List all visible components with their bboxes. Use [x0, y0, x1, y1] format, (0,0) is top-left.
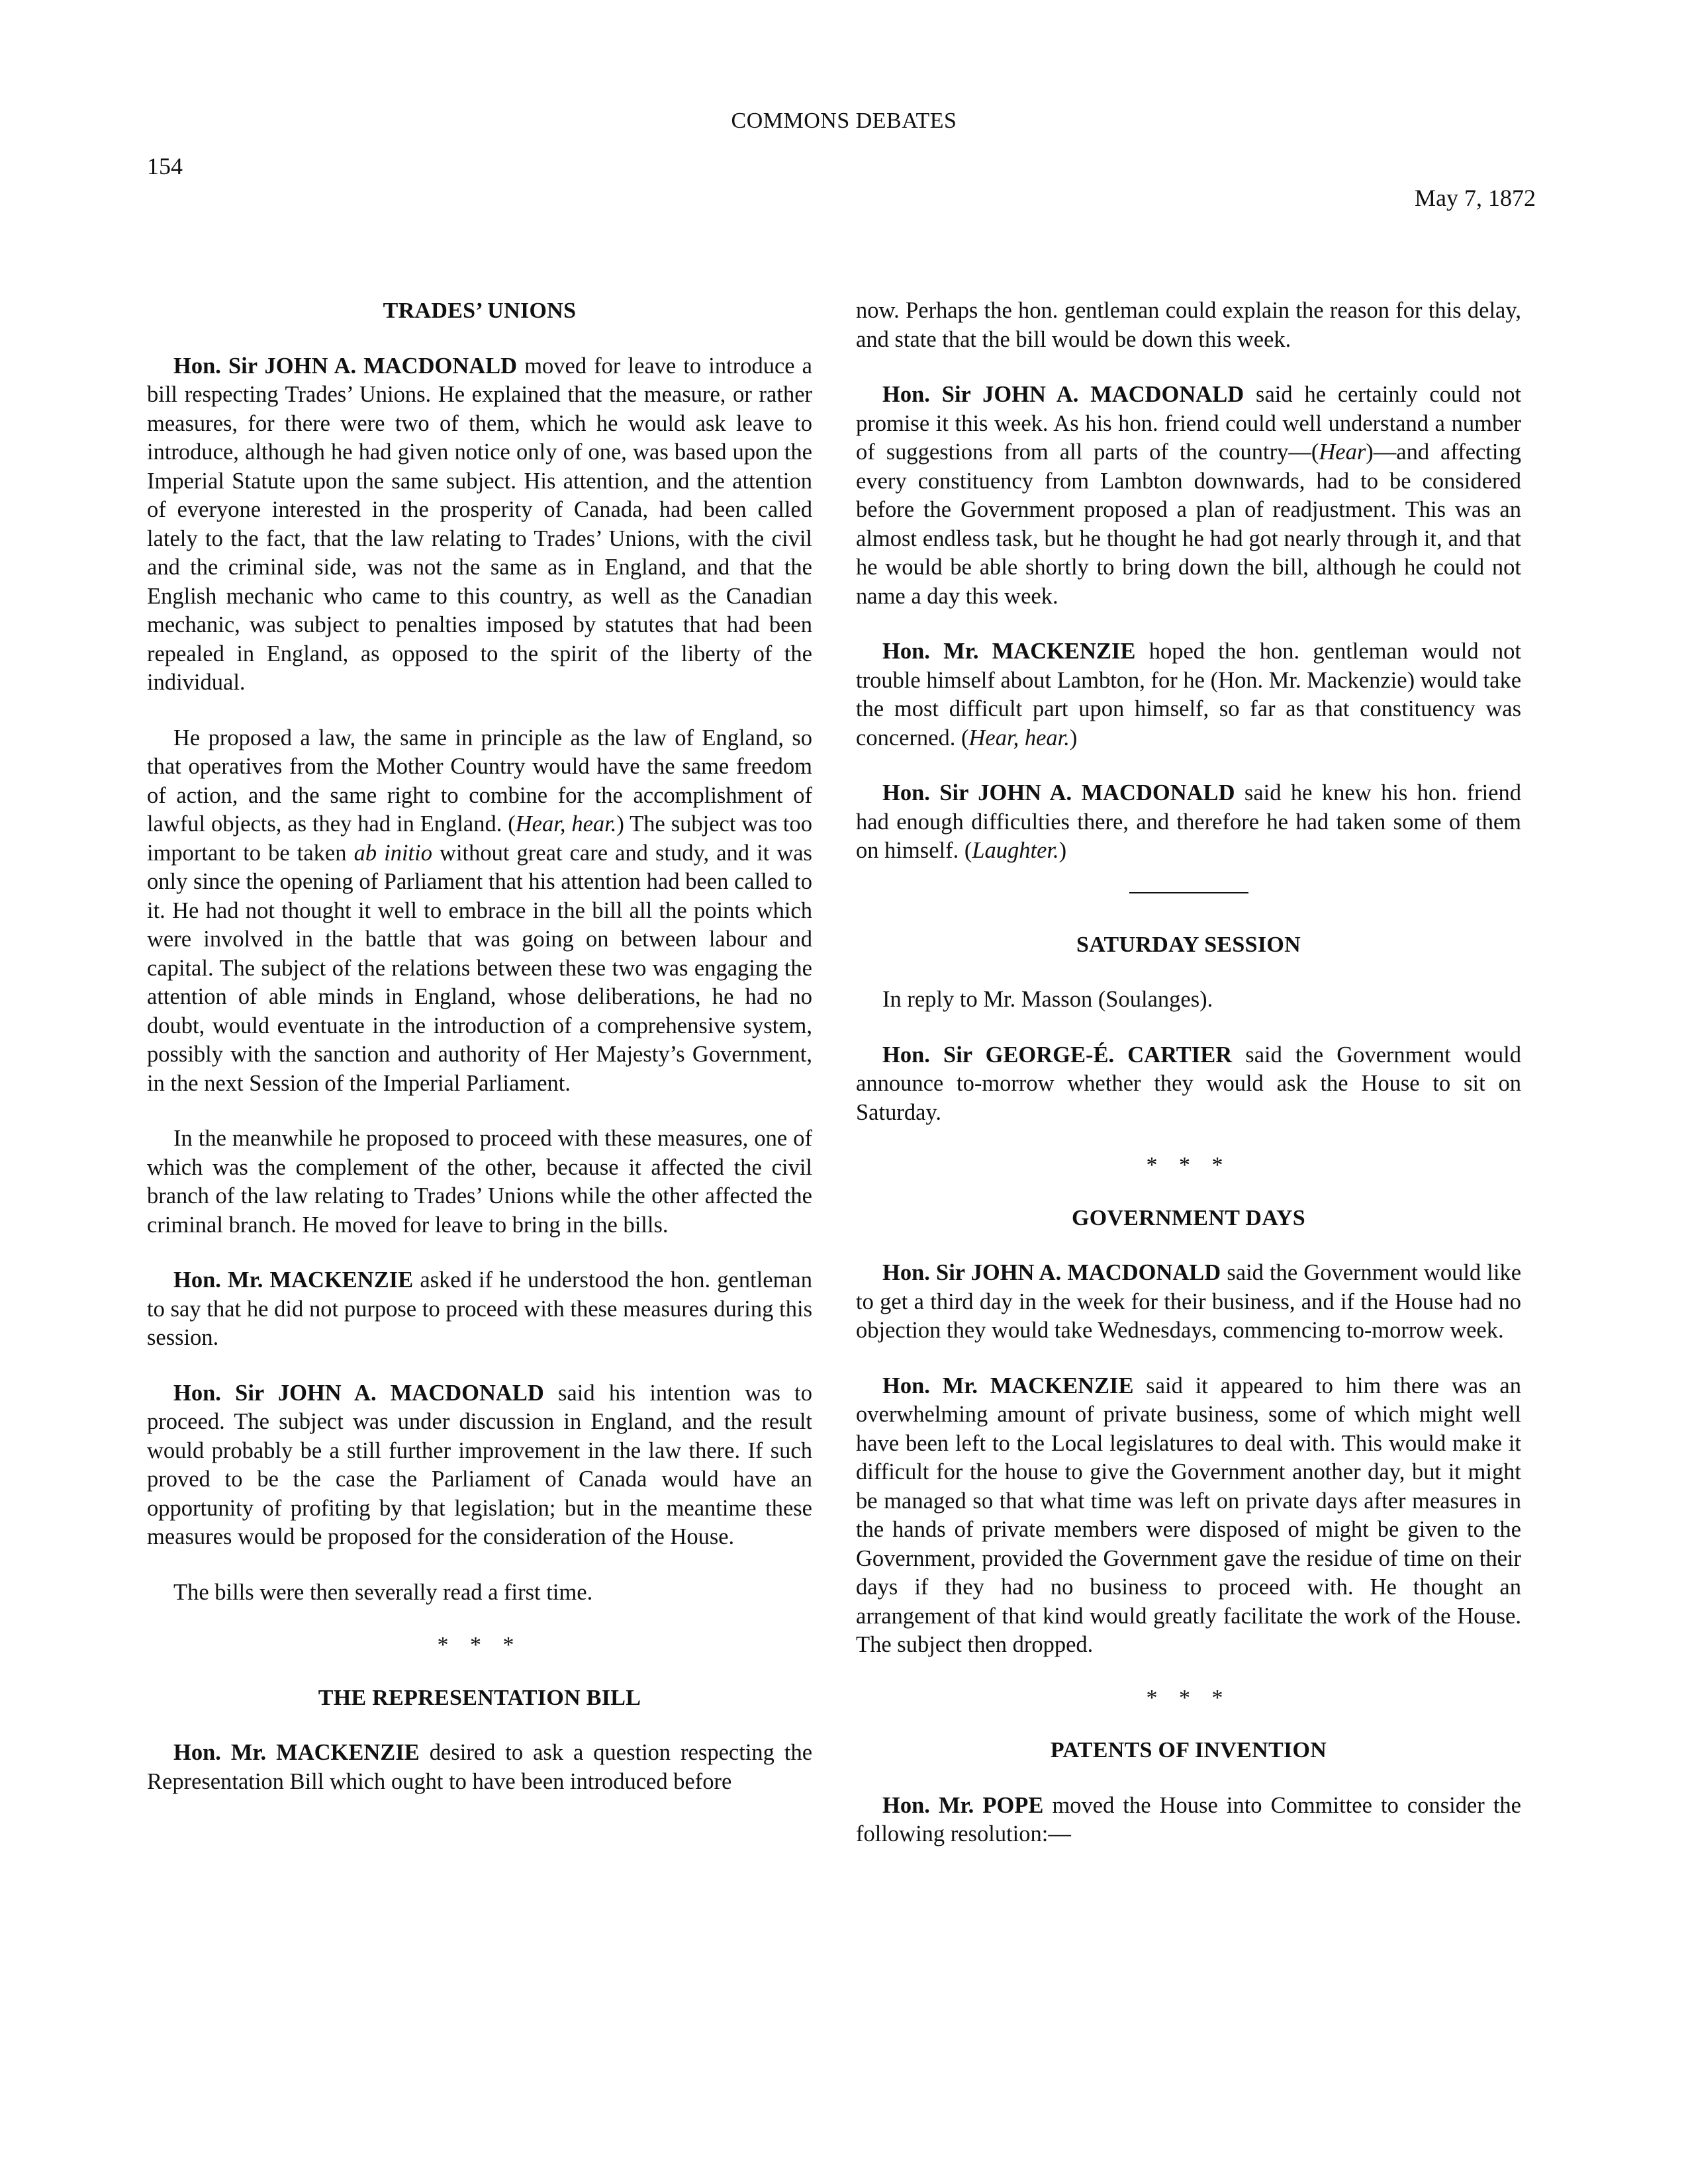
- section-divider-rule: [1129, 892, 1248, 893]
- italic-text: Hear, hear.: [968, 725, 1070, 751]
- paragraph-text: said his intention was to proceed. The subject was under discussion in England, and the result would probably be a still further improvement in the law there. If such proved to be the case the Parliament of Canada would have an opportunity of profiting by that legislation; but in the meantime these measures would be proposed for the consideration of the House.: [147, 1380, 812, 1549]
- paragraph-text: now. Perhaps the hon. gentleman could explain the reason for this delay, and state that the bill would be down this week.: [856, 298, 1521, 352]
- paragraph: [147, 1124, 812, 1240]
- running-head: COMMONS DEBATES: [731, 109, 957, 133]
- speaker-name: Hon. Sir JOHN A. MACDONALD: [173, 353, 518, 379]
- speaker-name: Hon. Mr. MACKENZIE: [173, 1740, 420, 1765]
- italic-text: Laughter.: [972, 838, 1059, 863]
- paragraph-text: The bills were then severally read a first time.: [173, 1579, 593, 1605]
- paragraph: [856, 1041, 1521, 1128]
- paragraph-text: said it appeared to him there was an overwhelming amount of private business, some of which might well have been left to the Local legislatures to deal with. This would make it difficult for the house to give the Government another day, but it might be managed so that what time was left on private days after measures in the hands of private members were disposed of might be given to the Government, provided the Government gave the residue of time on their days if they had no business to proceed with. He thought an arrangement of that kind would greatly facilitate the work of the House. The subject then dropped.: [856, 1373, 1521, 1657]
- paragraph-text: desired to ask a question respecting the Representation Bill which ought to have been introduced before: [147, 1740, 813, 1794]
- section-heading-representation-bill: THE REPRESENTATION BILL: [318, 1685, 641, 1710]
- section-heading-trades-unions: TRADES’ UNIONS: [383, 298, 577, 323]
- speaker-name: Hon. Sir JOHN A. MACDONALD: [882, 1260, 1221, 1285]
- speaker-name: Hon. Mr. MACKENZIE: [882, 639, 1136, 664]
- paragraph-text: said the Government would like to get a third day in the week for their business, and if the House had no objection they would take Wednesdays, commencing to-morrow week.: [856, 1260, 1522, 1343]
- paragraph-text: said the Government would announce to-morrow whether they would ask the House to sit on Saturday.: [856, 1042, 1522, 1125]
- paragraph: [147, 724, 812, 1099]
- paragraph-text: In reply to Mr. Masson (Soulanges).: [882, 987, 1213, 1012]
- paragraph: [856, 381, 1521, 611]
- italic-text: Hear: [1319, 439, 1366, 465]
- paragraph-text: In the meanwhile he proposed to proceed with these measures, one of which was the complement of the other, because it affected the civil branch of the law relating to Trades’ Unions while the other affected the criminal branch. He moved for leave to bring in the bills.: [147, 1126, 812, 1238]
- left-column: [147, 296, 812, 1823]
- paragraph-text: said he certainly could not promise it this week. As his hon. friend could well understand a number of suggestions from all parts of the country—(: [856, 382, 1521, 465]
- paragraph: [856, 1259, 1521, 1345]
- paragraph-text: said he knew his hon. friend had enough difficulties there, and therefore he had taken some of them on himself. (: [856, 780, 1521, 863]
- section-heading-government-days: GOVERNMENT DAYS: [1071, 1205, 1306, 1230]
- paragraph: [147, 352, 812, 698]
- italic-text: Hear, hear.: [515, 811, 617, 837]
- page-number: 154: [147, 153, 183, 179]
- paragraph-text: ): [1069, 725, 1078, 751]
- paragraph: [856, 637, 1521, 752]
- speaker-name: Hon. Sir JOHN A. MACDONALD: [882, 382, 1244, 407]
- paragraph-text: without great care and study, and it was only since the opening of Parliament that his attention had been called to it. He had not thought it well to embrace in the bill all the points which were involved in the battle that was going on between labour and capital. The subject of the relations between these two was engaging the attention of able minds in England, whose deliberations, he had no doubt, would eventuate in the introduction of a comprehensive system, possibly with the sanction and authority of Her Majesty’s Government, in the next Session of the Imperial Parliament.: [147, 840, 812, 1096]
- paragraph-text: hoped the hon. gentleman would not trouble himself about Lambton, for he (Hon. Mr. Mackenzie) would take the most difficult part upon himself, so far as that constituency was concerned. (: [856, 639, 1522, 751]
- section-separator-stars: * * *: [1146, 1685, 1231, 1710]
- paragraph-text: ): [1058, 838, 1067, 863]
- speaker-name: Hon. Mr. MACKENZIE: [173, 1267, 414, 1293]
- paragraph: [147, 1578, 812, 1608]
- speaker-name: Hon. Mr. POPE: [882, 1792, 1044, 1818]
- paragraph-text: moved the House into Committee to consider the following resolution:—: [856, 1792, 1521, 1846]
- paragraph-text: )—and affecting every constituency from Lambton downwards, had to be considered before the Government proposed a plan of readjustment. This was an almost endless task, but he thought he had got nearly through it, and that he would be able shortly to bring down the bill, although he could not name a day this week.: [856, 439, 1522, 609]
- paragraph: [147, 1379, 812, 1552]
- section-heading-patents-of-invention: PATENTS OF INVENTION: [1050, 1738, 1327, 1762]
- paragraph: [147, 1739, 812, 1796]
- paragraph: [856, 1372, 1521, 1660]
- paragraph-continuation: [856, 296, 1521, 354]
- speaker-name: Hon. Sir GEORGE-É. CARTIER: [882, 1042, 1233, 1068]
- paragraph: [147, 1266, 812, 1353]
- speaker-name: Hon. Sir JOHN A. MACDONALD: [882, 780, 1235, 805]
- speaker-name: Hon. Sir JOHN A. MACDONALD: [173, 1380, 544, 1406]
- paragraph: [856, 985, 1521, 1015]
- italic-text: ab initio: [353, 840, 432, 866]
- right-column: [856, 296, 1521, 1876]
- paragraph: [856, 1792, 1521, 1849]
- paragraph: [856, 779, 1521, 866]
- page-date: May 7, 1872: [1415, 185, 1536, 211]
- section-separator-stars: * * *: [1146, 1153, 1231, 1177]
- paragraph-text: moved for leave to introduce a bill respecting Trades’ Unions. He explained that the measure, or rather measures, for there were two of them, which he would ask leave to introduce, although he had given notice only of one, was based upon the Imperial Statute upon the same subject. His attention, and the attention of everyone interested in the prosperity of Canada, had been called lately to the fact, that the law relating to Trades’ Unions, with the civil and the criminal side, was not the same as in England, and that the English mechanic who came to this country, as well as the Canadian mechanic, was subject to penalties imposed by statutes that had been repealed in England, as opposed to the spirit of the liberty of the individual.: [147, 353, 812, 695]
- paragraph-text: ) The subject was too important to be taken: [147, 811, 812, 866]
- paragraph-text: He proposed a law, the same in principle as the law of England, so that operatives from the Mother Country would have the same freedom of action, and the same right to combine for the accomplishment of lawful objects, as they had in England. (: [147, 725, 812, 837]
- section-heading-saturday-session: SATURDAY SESSION: [1076, 932, 1301, 957]
- section-separator-stars: * * *: [437, 1633, 522, 1657]
- paragraph-text: asked if he understood the hon. gentleman to say that he did not purpose to proceed with these measures during this session.: [147, 1267, 812, 1350]
- speaker-name: Hon. Mr. MACKENZIE: [882, 1373, 1134, 1398]
